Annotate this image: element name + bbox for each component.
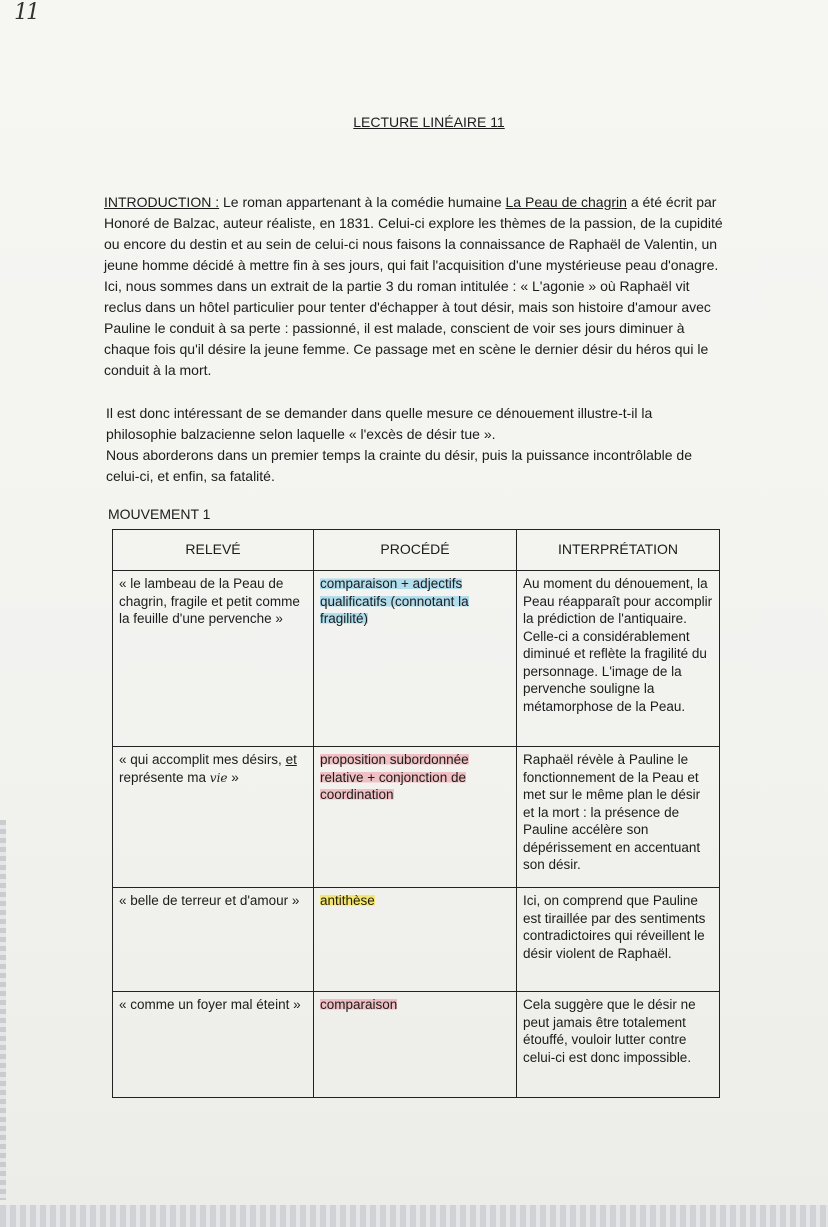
releve-text: représente ma — [119, 769, 210, 785]
introduction-text-start: Le roman appartenant à la comédie humaine — [219, 194, 506, 210]
header-releve: RELEVÉ — [113, 530, 314, 571]
releve-cell: « le lambeau de la Peau de chagrin, fragile et petit comme la feuille d'une pervenche » — [113, 571, 314, 747]
procede-cell — [314, 571, 517, 747]
table-header-row — [113, 530, 720, 571]
releve-cell: « belle de terreur et d'amour » — [113, 888, 314, 992]
sheet-protector-edge — [0, 820, 6, 1200]
introduction-text-end: a été écrit par Honoré de Balzac, auteur réaliste, en 1831. Celui-ci explore les thèmes de la passion, de la cupidité ou encore du destin et au sein de celui-ci nous faisons la connaissance de Raphaël de Valentin, un jeune homme décidé à mettre fin à ses jours, qui fait l'acquisition d'une mystérieuse peau d'onagre. Ici, nous sommes dans un extrait de la partie 3 du roman intitulée : « L'agonie » où Raphaël vit reclus dans un hôtel particulier pour tenter d'échapper à tout désir, mais son histoire d'amour avec Pauline le conduit à sa perte : passionné, il est malade, conscient de voir ses jours diminuer à chaque fois qu'il désire la jeune femme. Ce passage met en scène le dernier désir du héros qui le conduit à la mort. — [104, 194, 723, 378]
page-title: LECTURE LINÉAIRE 11 — [353, 114, 505, 130]
page-number: 11 — [14, 0, 38, 25]
procede-highlight: comparaison — [320, 997, 398, 1012]
interpretation-cell: Raphaël révèle à Pauline le fonctionnement de la Peau et met sur le même plan le désir et la mort : la présence de Pauline accélère son dépérissement en accentuant son désir. — [517, 747, 720, 888]
procede-cell — [314, 992, 517, 1098]
interpretation-cell: Cela suggère que le désir ne peut jamais être totalement étouffé, vouloir lutter contre celui-ci est donc impossible. — [517, 992, 720, 1098]
releve-text: « qui accomplit mes désirs, — [119, 752, 286, 767]
movement-label: MOUVEMENT 1 — [108, 506, 211, 522]
procede-highlight: comparaison + adjectifs qualificatifs (connotant la fragilité) — [320, 576, 469, 626]
table-row — [113, 992, 720, 1098]
table-row — [113, 571, 720, 747]
releve-cell — [113, 747, 314, 888]
plan-text: Nous aborderons dans un premier temps la crainte du désir, puis la puissance incontrôlable de celui-ci, et enfin, sa fatalité. — [106, 447, 693, 484]
book-title: La Peau de chagrin — [505, 194, 627, 210]
problematic-paragraph — [106, 403, 726, 487]
handwritten-word: vie — [209, 770, 228, 785]
releve-cell: « comme un foyer mal éteint » — [113, 992, 314, 1098]
introduction-paragraph — [104, 192, 724, 381]
sheet-protector-bottom-edge — [0, 1205, 828, 1227]
releve-text: » — [227, 769, 239, 785]
table-row — [113, 888, 720, 992]
introduction-label: INTRODUCTION : — [104, 194, 220, 210]
problematic-text: Il est donc intéressant de se demander dans quelle mesure ce dénouement illustre-t-il la philosophie balzacienne selon laquelle « l'excès de désir tue ». — [106, 405, 653, 442]
interpretation-cell: Ici, on comprend que Pauline est tiraillée par des sentiments contradictoires qui réveillent le désir violent de Raphaël. — [517, 888, 720, 992]
procede-highlight: proposition subordonnée relative + conjonction de coordination — [320, 752, 469, 802]
interpretation-cell: Au moment du dénouement, la Peau réapparaît pour accomplir la prédiction de l'antiquaire. Celle-ci a considérablement diminué et reflète la fragilité du personnage. L'image de la pervenche souligne la métamorphose de la Peau. — [517, 571, 720, 747]
procede-cell — [314, 747, 517, 888]
header-interpretation: INTERPRÉTATION — [517, 530, 720, 571]
procede-highlight: antithèse — [320, 893, 375, 908]
header-procede: PROCÉDÉ — [314, 530, 517, 571]
releve-conjunction: et — [285, 752, 297, 767]
analysis-table — [112, 529, 720, 1098]
procede-cell — [314, 888, 517, 992]
table-row — [113, 747, 720, 888]
